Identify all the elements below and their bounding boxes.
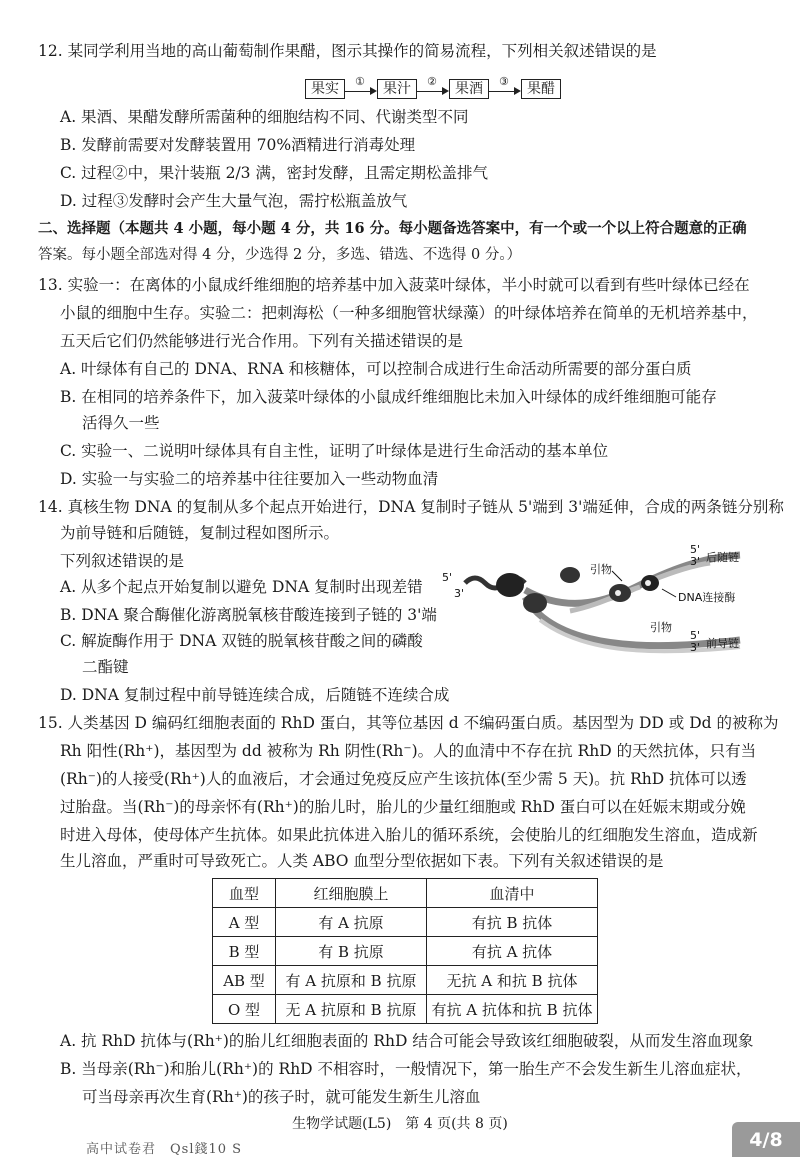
table-row: [213, 908, 598, 937]
q14-stem-2: 为前导链和后随链，复制过程如图所示。: [60, 524, 340, 542]
q13-option-c: C. 实验一、二说明叶绿体具有自主性，证明了叶绿体是进行生命活动的基本单位: [60, 442, 609, 460]
flow-arrow-3: ③: [489, 79, 521, 99]
q13-option-d: D. 实验一与实验二的培养基中往往要加入一些动物血清: [60, 470, 439, 488]
q13-option-a: A. 叶绿体有自己的 DNA、RNA 和核糖体，可以控制合成进行生命活动所需要的部分蛋白质: [60, 360, 692, 378]
q13-option-b: B. 在相同的培养条件下，加入菠菜叶绿体的小鼠成纤维细胞比未加入叶绿体的成纤维细胞可能存: [60, 388, 717, 406]
table-cell: O 型: [213, 995, 276, 1024]
flow-arrow-1: ①: [345, 79, 377, 99]
q14-stem-1: 14. 真核生物 DNA 的复制从多个起点开始进行，DNA 复制时子链从 5'端到 3'端延伸，合成的两条链分别称: [38, 498, 784, 516]
table-header: 血清中: [427, 879, 598, 908]
flow-box-fruit: 果实: [305, 79, 345, 99]
label-5-prime-left: 5': [442, 571, 453, 584]
table-cell: 无抗 A 和抗 B 抗体: [427, 966, 598, 995]
table-header: 红细胞膜上: [276, 879, 427, 908]
q15-stem-6: 生儿溶血，严重时可导致死亡。人类 ABO 血型分型依据如下表。下列有关叙述错误的是: [60, 852, 664, 870]
table-cell: 有 A 抗原和 B 抗原: [276, 966, 427, 995]
q15-option-b: B. 当母亲(Rh⁻)和胎儿(Rh⁺)的 RhD 不相容时，一般情况下，第一胎生产不会发生新生儿溶血症状，: [60, 1060, 752, 1078]
q12-option-c: C. 过程②中，果汁装瓶 2/3 满，密封发酵，且需定期松盖排气: [60, 164, 488, 182]
q12-option-a: A. 果酒、果醋发酵所需菌种的细胞结构不同、代谢类型不同: [60, 108, 469, 126]
table-header-row: [213, 879, 598, 908]
q14-option-c: C. 解旋酶作用于 DNA 双链的脱氧核苷酸之间的磷酸: [60, 632, 423, 650]
abo-blood-type-table: [212, 878, 598, 1024]
flow-arrow-2: ②: [417, 79, 449, 99]
label-leading-strand: 前导链: [706, 637, 739, 650]
label-3-prime-bottom: 3': [690, 641, 701, 654]
label-dna-ligase: DNA连接酶: [678, 591, 736, 604]
q13-stem-1: 13. 实验一：在离体的小鼠成纤维细胞的培养基中加入菠菜叶绿体，半小时就可以看到有些叶绿体已经在: [38, 276, 750, 294]
flow-box-juice: 果汁: [377, 79, 417, 99]
table-cell: 有抗 A 抗体和抗 B 抗体: [427, 995, 598, 1024]
flow-box-vinegar: 果醋: [521, 79, 561, 99]
q14-option-c-cont: 二酯键: [82, 658, 129, 676]
q13-option-b-cont: 活得久一些: [82, 414, 160, 432]
label-5-prime-bottom: 5': [690, 629, 701, 642]
table-cell: 有抗 A 抗体: [427, 937, 598, 966]
dna-replication-diagram: [440, 545, 780, 675]
table-cell: B 型: [213, 937, 276, 966]
q15-stem-1: 15. 人类基因 D 编码红细胞表面的 RhD 蛋白，其等位基因 d 不编码蛋白质。基因型为 DD 或 Dd 的被称为: [38, 714, 779, 732]
q13-stem-3: 五天后它们仍然能够进行光合作用。下列有关描述错误的是: [60, 332, 464, 350]
table-cell: A 型: [213, 908, 276, 937]
label-3-prime-left: 3': [454, 587, 465, 600]
polymerase-icon: [523, 593, 547, 613]
table-row: [213, 995, 598, 1024]
page-indicator-badge: 4/8: [732, 1122, 800, 1157]
q12-flow-diagram: [305, 75, 561, 100]
page-footer: 生物学试题(L5) 第 4 页(共 8 页): [292, 1116, 508, 1132]
label-5-prime-top: 5': [690, 545, 701, 556]
q14-option-d: D. DNA 复制过程中前导链连续合成，后随链不连续合成: [60, 686, 450, 704]
section-2-instructions: 答案。每小题全部选对得 4 分，少选得 2 分，多选、错选、不选得 0 分。）: [38, 247, 522, 263]
label-lagging-strand: 后随链: [706, 551, 739, 564]
q15-option-a: A. 抗 RhD 抗体与(Rh⁺)的胎儿红细胞表面的 RhD 结合可能会导致该红细胞破裂，从而发生溶血现象: [60, 1032, 754, 1050]
table-cell: 有抗 B 抗体: [427, 908, 598, 937]
table-header: 血型: [213, 879, 276, 908]
q13-stem-2: 小鼠的细胞中生存。实验二：把刺海松（一种多细胞管状绿藻）的叶绿体培养在简单的无机培养基中，: [60, 304, 758, 322]
section-2-heading: 二、选择题（本题共 4 小题，每小题 4 分，共 16 分。每小题备选答案中，有一个或一个以上符合题意的正确: [38, 220, 747, 237]
helicase-icon: [496, 573, 524, 597]
label-primer-bottom: 引物: [650, 621, 672, 634]
table-cell: AB 型: [213, 966, 276, 995]
q12-stem: 12. 某同学利用当地的高山葡萄制作果醋，图示其操作的简易流程，下列相关叙述错误的是: [38, 42, 657, 60]
label-3-prime-top: 3': [690, 555, 701, 568]
table-row: [213, 937, 598, 966]
enzyme-icon: [560, 567, 580, 583]
q14-option-b: B. DNA 聚合酶催化游离脱氧核苷酸连接到子链的 3'端: [60, 606, 437, 624]
q15-stem-4: 过胎盘。当(Rh⁻)的母亲怀有(Rh⁺)的胎儿时，胎儿的少量红细胞或 RhD 蛋白可以在妊娠末期或分娩: [60, 798, 746, 816]
q15-stem-5: 时进入母体，使母体产生抗体。如果此抗体进入胎儿的循环系统，会使胎儿的红细胞发生溶血，造成新: [60, 826, 758, 844]
label-primer-top: 引物: [590, 563, 612, 576]
q12-option-d: D. 过程③发酵时会产生大量气泡，需拧松瓶盖放气: [60, 192, 408, 210]
watermark-text: 高中试卷君 Qsl錢10 S: [86, 1142, 243, 1157]
table-cell: 无 A 抗原和 B 抗原: [276, 995, 427, 1024]
table-cell: 有 A 抗原: [276, 908, 427, 937]
q15-stem-2: Rh 阳性(Rh⁺)，基因型为 dd 被称为 Rh 阴性(Rh⁻)。人的血清中不存在抗 RhD 的天然抗体，只有当: [60, 742, 757, 760]
q14-lead: 下列叙述错误的是: [60, 552, 185, 570]
q15-stem-3: (Rh⁻)的人接受(Rh⁺)人的血液后，才会通过免疫反应产生该抗体(至少需 5 天)。抗 RhD 抗体可以透: [60, 770, 747, 788]
q14-option-a: A. 从多个起点开始复制以避免 DNA 复制时出现差错: [60, 578, 423, 596]
flow-box-wine: 果酒: [449, 79, 489, 99]
q12-option-b: B. 发酵前需要对发酵装置用 70%酒精进行消毒处理: [60, 136, 416, 154]
q15-option-b-cont: 可当母亲再次生育(Rh⁺)的孩子时，就可能发生新生儿溶血: [82, 1088, 481, 1106]
table-row: [213, 966, 598, 995]
table-cell: 有 B 抗原: [276, 937, 427, 966]
